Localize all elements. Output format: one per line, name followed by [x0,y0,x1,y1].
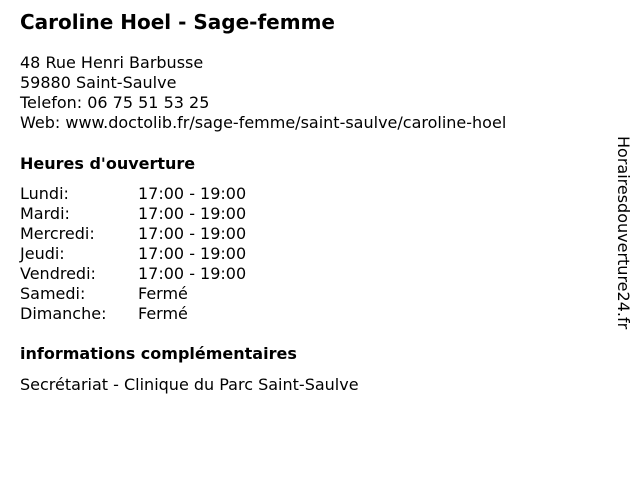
day-label: Samedi: [20,284,86,303]
additional-info-text: Secrétariat - Clinique du Parc Saint-Saulve [20,375,359,394]
day-label: Vendredi: [20,264,96,283]
opening-hours-list [20,184,600,324]
business-card [20,10,600,395]
time-value: 17:00 - 19:00 [138,264,247,283]
hours-row-friday [20,264,600,284]
time-value: Fermé [138,304,188,323]
hours-row-monday [20,184,600,204]
time-value: 17:00 - 19:00 [138,184,247,203]
vertical-site-brand: Horairesdouverture24.fr [614,136,633,330]
day-label: Dimanche: [20,304,107,323]
hours-row-tuesday [20,204,600,224]
hours-row-wednesday [20,224,600,244]
hours-row-sunday [20,304,600,324]
time-value: 17:00 - 19:00 [138,204,247,223]
time-value: 17:00 - 19:00 [138,224,247,243]
website-text: Web: www.doctolib.fr/sage-femme/saint-saulve/caroline-hoel [20,113,507,132]
day-label: Jeudi: [20,244,65,263]
phone-number: Telefon: 06 75 51 53 25 [20,93,210,112]
city-address: 59880 Saint-Saulve [20,73,177,92]
additional-info-title: informations complémentaires [20,344,297,363]
day-label: Mardi: [20,204,70,223]
time-value: Fermé [138,284,188,303]
hours-row-saturday [20,284,600,304]
day-label: Mercredi: [20,224,95,243]
opening-hours-title: Heures d'ouverture [20,154,196,173]
business-title: Caroline Hoel - Sage-femme [20,10,335,34]
time-value: 17:00 - 19:00 [138,244,247,263]
address-block [20,53,600,133]
day-label: Lundi: [20,184,69,203]
street-address: 48 Rue Henri Barbusse [20,53,204,72]
hours-row-thursday [20,244,600,264]
